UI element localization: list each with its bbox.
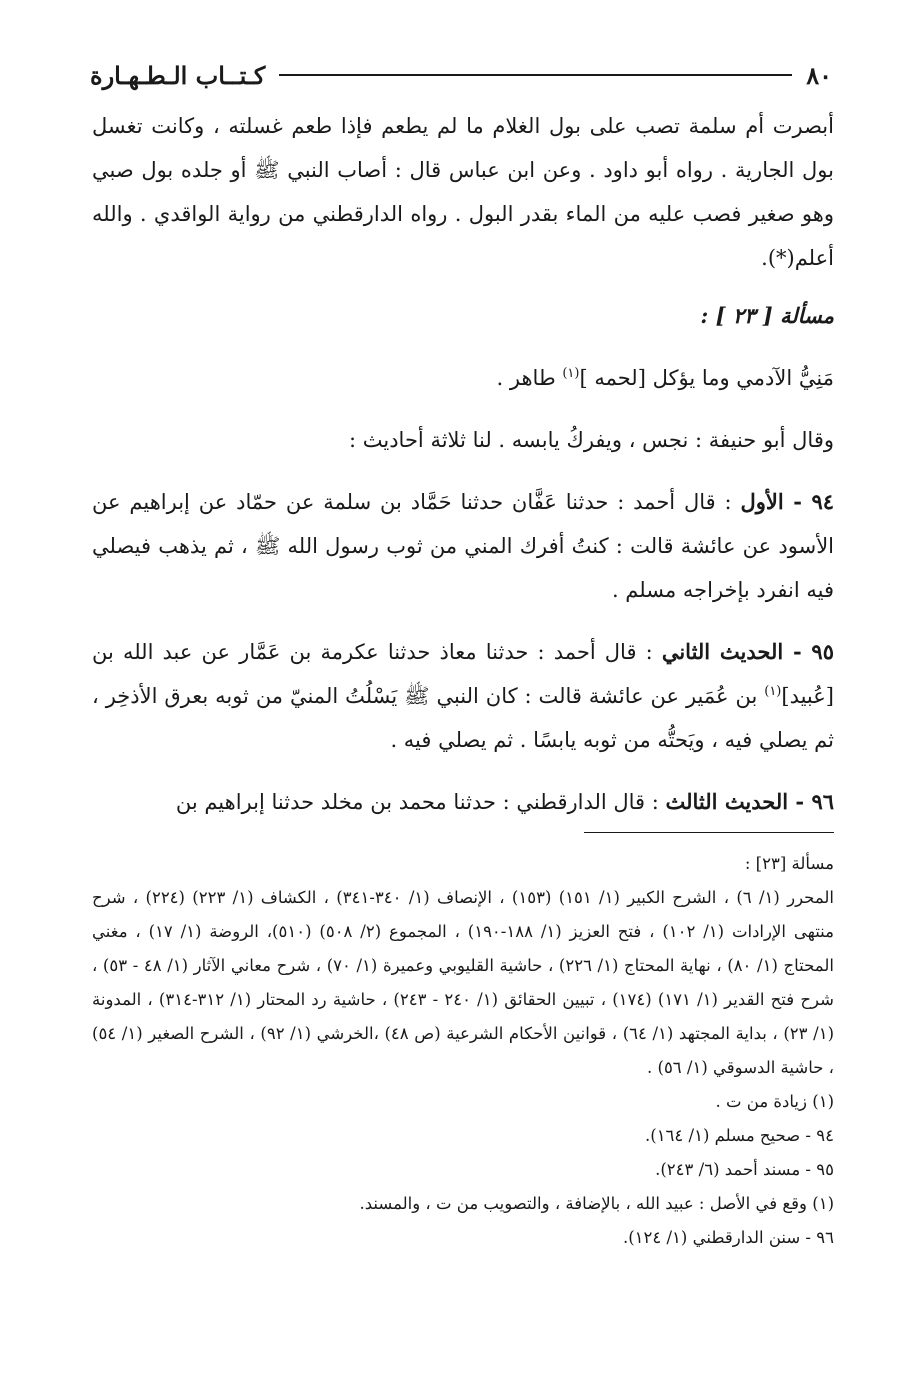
intro-paragraph: أبصرت أم سلمة تصب على بول الغلام ما لم يطعم فإذا طعم غسلته ، وكانت تغسل بول الجارية . رواه أبو داود . وعن ابن عباس قال : أصاب النبي ﷺ أو جلده بول صبي وهو صغير فصب عليه من الماء بقدر البول . رواه الدارقطني من رواية الواقدي . والله أعلم(*). (92, 114, 834, 270)
statement-text: مَنِيُّ الآدمي وما يؤكل [لحمه ] (579, 366, 834, 390)
footnote-line: (١) وقع في الأصل : عبيد الله ، بالإضافة ، والتصويب من ت ، والمسند. (359, 1194, 834, 1213)
hadith-95 (92, 630, 834, 762)
book-title: كـتــاب الـطـهـارة (90, 60, 266, 90)
sources-title: مسألة [٢٣] : (744, 854, 834, 873)
hadith-label: ٩٦ - الحديث الثالث (665, 789, 834, 814)
hadith-label: ٩٥ - الحديث الثاني (661, 639, 834, 664)
footnote-line: ٩٦ - سنن الدارقطني (١/ ١٢٤). (622, 1228, 834, 1247)
hadith-text: : قال أحمد : حدثنا معاذ حدثنا عكرمة بن عَمَّار عن عبد الله بن [عُبيد] (92, 640, 834, 708)
sources-list: المحرر (١/ ٦) ، الشرح الكبير (١/ ١٥١) (١٥٣) ، الإنصاف (١/ ٣٤٠-٣٤١) ، الكشاف (١/ ٢٢٣) (٢٢٤) ، شرح منتهى الإرادات (١/ ١٠٢) ، فتح العزيز (١/ ١٨٨-١٩٠) ، المجموع (٢/ ٥٠٨) (٥١٠)، الروضة (١/ ١٧) ، مغني المحتاج (١/ ٨٠) ، نهاية المحتاج (١/ ٢٢٦) ، حاشية القليوبي وعميرة (١/ ٧٠) ، شرح معاني الآثار (١/ ٤٨ - ٥٣) ، شرح فتح القدير (١/ ١٧١) (١٧٤) ، تبيين الحقائق (١/ ٢٤٠ - ٢٤٣) ، حاشية رد المحتار (١/ ٣١٢-٣١٤) ، المدونة (١/ ٢٣) ، بداية المجتهد (١/ ٦٤) ، قوانين الأحكام الشرعية (ص ٤٨) ،الخرشي (١/ ٩٢) ، الشرح الصغير (١/ ٥٤) ، حاشية الدسوقي (١/ ٥٦) . (92, 888, 834, 1077)
footnote-line: ٩٤ - صحيح مسلم (١/ ١٦٤). (645, 1126, 834, 1145)
footnotes-section (92, 832, 834, 1255)
main-text (92, 104, 834, 824)
statement-ruling: طاهر . (496, 366, 563, 390)
masala-statement (92, 356, 834, 400)
hadith-text-cont: بن عُمَير عن عائشة قالت : كان النبي ﷺ يَسْلُتُ المنيّ من ثوبه بعرق الأذخِر ، ثم يصلي فيه ، ويَحتُّه من ثوبه يابسًا . ثم يصلي فيه . (92, 684, 834, 752)
header-rule (279, 74, 792, 76)
masala-heading: مسألة [ ٢٣ ] : (700, 303, 834, 328)
abu-hanifa-view: وقال أبو حنيفة : نجس ، ويفركُ يابسه . لنا ثلاثة أحاديث : (348, 428, 834, 452)
hadith-94 (92, 480, 834, 612)
footnote-ref: (١) (562, 366, 580, 381)
hadith-96 (92, 780, 834, 824)
hadith-label: ٩٤ - الأول (740, 489, 834, 514)
footnote-line: (١) زيادة من ت . (715, 1092, 834, 1111)
footnote-rule (584, 832, 834, 833)
footnote-line: ٩٥ - مسند أحمد (٦/ ٢٤٣). (655, 1160, 834, 1179)
footnote-ref: (١) (764, 684, 782, 699)
page-number: ٨٠ (806, 60, 832, 90)
hadith-text: : قال أحمد : حدثنا عَفَّان حدثنا حَمَّاد بن سلمة عن حمّاد عن إبراهيم عن الأسود عن عائشة قالت : كنتُ أفرك المني من ثوب رسول الله ﷺ ، ثم يذهب فيصلي فيه انفرد بإخراجه مسلم . (92, 490, 834, 602)
page-header (90, 58, 832, 92)
hadith-text: : قال الدارقطني : حدثنا محمد بن مخلد حدثنا إبراهيم بن (175, 790, 666, 814)
